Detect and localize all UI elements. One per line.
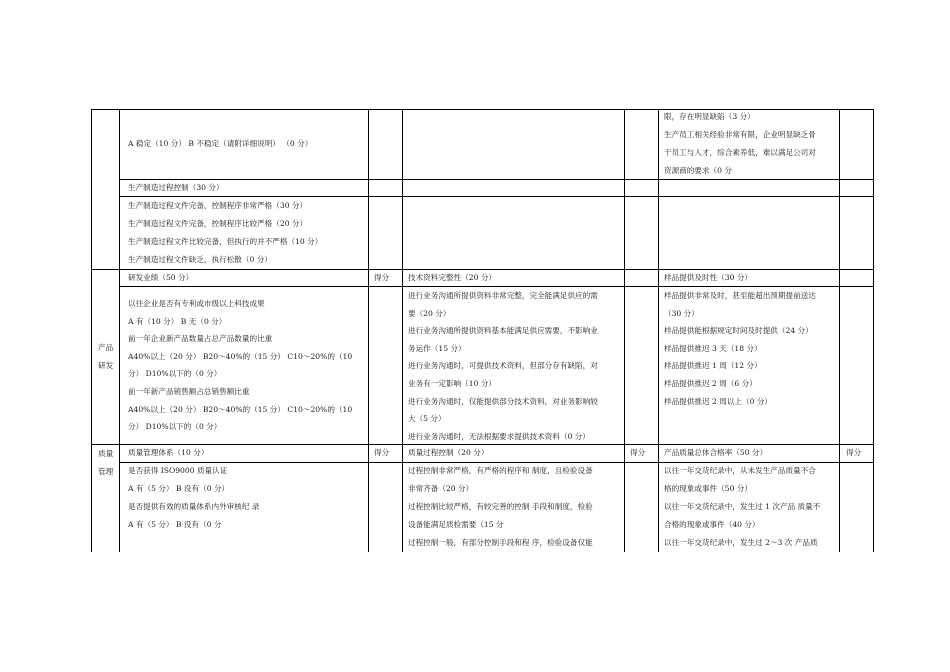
text-line: 生产制造过程文件完备，控制程序比较严格（20 分） (128, 219, 308, 228)
process-control-criteria (128, 197, 322, 269)
quality-process-criteria (408, 462, 593, 552)
rule (119, 109, 120, 552)
rnd-performance-criteria (128, 295, 352, 436)
text-line: 大（5 分） (408, 414, 446, 424)
text-line: 是否获得 ISO9000 质量认证 (128, 466, 228, 475)
text-line: 以往一年交货纪录中，发生过 1 次产品 质量不 (664, 502, 821, 511)
text-line: 业务有一定影响（10 分） (408, 378, 497, 388)
rule (624, 109, 625, 552)
process-control-header: 生产制造过程控制（30 分） (128, 183, 224, 192)
text-line: A 有（5 分） B 没有（0 分） (128, 484, 230, 493)
text-line: 非常齐备（20 分） (408, 484, 474, 493)
text-line: 资源商的要求（0 分 (664, 166, 732, 175)
pass-rate-criteria (664, 462, 820, 552)
text-line: 样品提供推迟 2 周以上（0 分） (664, 396, 773, 406)
text-line: 分） D10%以下的（0 分） (128, 422, 222, 432)
rule (658, 109, 659, 552)
text-line: 以往一年交货纪录中，发生过 2～3 次 产品质 (664, 538, 818, 547)
text-line: 过程控制一般，有部分控制手段和程 序，检验设备仅能 (408, 538, 593, 547)
text-line: A 有（5 分） B 没有（0 分 (128, 520, 222, 529)
text-line: 进行业务沟通时，无法根据要求提供技术资料（0 分） (408, 431, 590, 441)
text-line: 以往企业是否有专利或市级以上科技成果 (128, 299, 265, 308)
text-line: 前一年新产品销售额占总销售额比重 (128, 386, 250, 396)
text-line: 生产制造过程文件比较完备，但执行的并不严格（10 分） (128, 237, 323, 246)
rule-left (91, 109, 92, 552)
text-line: 样品提供非常及时，甚至能超出预期提前送达 (664, 291, 816, 300)
text-line: A40%以上（20 分） B20～40%的（15 分） C10～20%的（10 (128, 404, 353, 414)
rule (402, 109, 403, 552)
tech-docs-header: 技术资料完整性（20 分） (408, 273, 497, 282)
rule (839, 109, 840, 552)
text-line: 样品提供能根据规定时间及时提供（24 分） (664, 326, 813, 336)
text-line: 进行业务沟通时，仅能提供部分技术资料，对业务影响较 (408, 396, 598, 406)
text-line: 生产制造过程文件缺乏，执行松散（0 分） (128, 255, 272, 264)
category-line: 产品 (98, 343, 114, 352)
quality-system-criteria (128, 462, 260, 534)
quality-system-header: 质量管理体系（10 分） (128, 448, 209, 457)
pass-rate-header: 产品质量总体合格率（50 分） (664, 448, 768, 457)
text-line: 是否提供有效的质量体系内外审核纪 录 (128, 502, 260, 511)
category-line: 管理 (98, 467, 114, 476)
text-line: （30 分） (664, 308, 699, 318)
text-line: 格的现象或事件（50 分） (664, 484, 753, 493)
rnd-score-label: 得分 (374, 273, 390, 282)
text-line: 样品提供推迟 1 周（12 分） (664, 361, 762, 371)
text-line: A40%以上（20 分） B20～40%的（15 分） C10～20%的（10 (128, 351, 353, 361)
tech-docs-criteria (408, 287, 598, 445)
text-line: 限，存在明显缺陷（3 分） (664, 112, 755, 121)
rule-right (873, 109, 874, 552)
stability-option: A 稳定（10 分） B 不稳定（请附详细说明） （0 分） (128, 139, 313, 148)
pass-rate-score-label: 得分 (846, 448, 862, 457)
quality-system-score-label: 得分 (374, 448, 390, 457)
text-line: 过程控制比较严格，有较完善的控制 手段和制度，检验 (408, 502, 593, 511)
text-line: 进行业务沟通时，可提供技术资料，但部分存有缺陷，对 (408, 361, 598, 371)
quality-process-score-label: 得分 (630, 448, 646, 457)
text-line: 进行业务沟通所提供资料非常完整，完全能满足供应的需 (408, 291, 598, 300)
text-line: 合格的现象或事件（40 分） (664, 520, 760, 529)
text-line: 样品提供推迟 3 天（18 分） (664, 343, 762, 353)
text-line: 前一年企业新产品数量占总产品数量的比重 (128, 334, 273, 344)
staff-experience-text (664, 108, 816, 180)
text-line: 要（20 分） (408, 308, 451, 318)
text-line: 生产员工相关经验非常有限，企业明显缺乏骨 (664, 130, 816, 139)
rnd-performance-header: 研发业绩（50 分） (128, 273, 194, 282)
quality-process-header: 质量过程控制（20 分） (408, 448, 489, 457)
sample-timeliness-criteria (664, 287, 816, 410)
text-line: 分） D10%以下的（0 分） (128, 369, 222, 379)
text-line: A 有（10 分） B 无（0 分） (128, 316, 227, 326)
text-line: 以往一年交货纪录中，从未发生产品质量不合 (664, 466, 816, 475)
text-line: 进行业务沟通所提供资料基本能满足供应需要，不影响业 (408, 326, 598, 336)
rule (91, 269, 873, 270)
text-line: 务运作（15 分） (408, 343, 466, 353)
text-line: 样品提供推迟 2 周（6 分） (664, 378, 757, 388)
text-line: 过程控制非常严格，有严格的程序和 制度，且检验设备 (408, 466, 593, 475)
category-line: 研发 (98, 361, 114, 370)
sample-timeliness-header: 样品提供及时性（30 分） (664, 273, 753, 282)
text-line: 设备能满足质检需要（15 分 (408, 520, 504, 529)
text-line: 生产制造过程文件完备，控制程序非常严格（30 分） (128, 201, 308, 210)
rule (368, 109, 369, 552)
category-line: 质量 (98, 449, 114, 458)
rnd-category (98, 339, 113, 375)
quality-category (98, 445, 113, 481)
text-line: 干员工与人才，综合素养低，难以满足公司对 (664, 148, 816, 157)
